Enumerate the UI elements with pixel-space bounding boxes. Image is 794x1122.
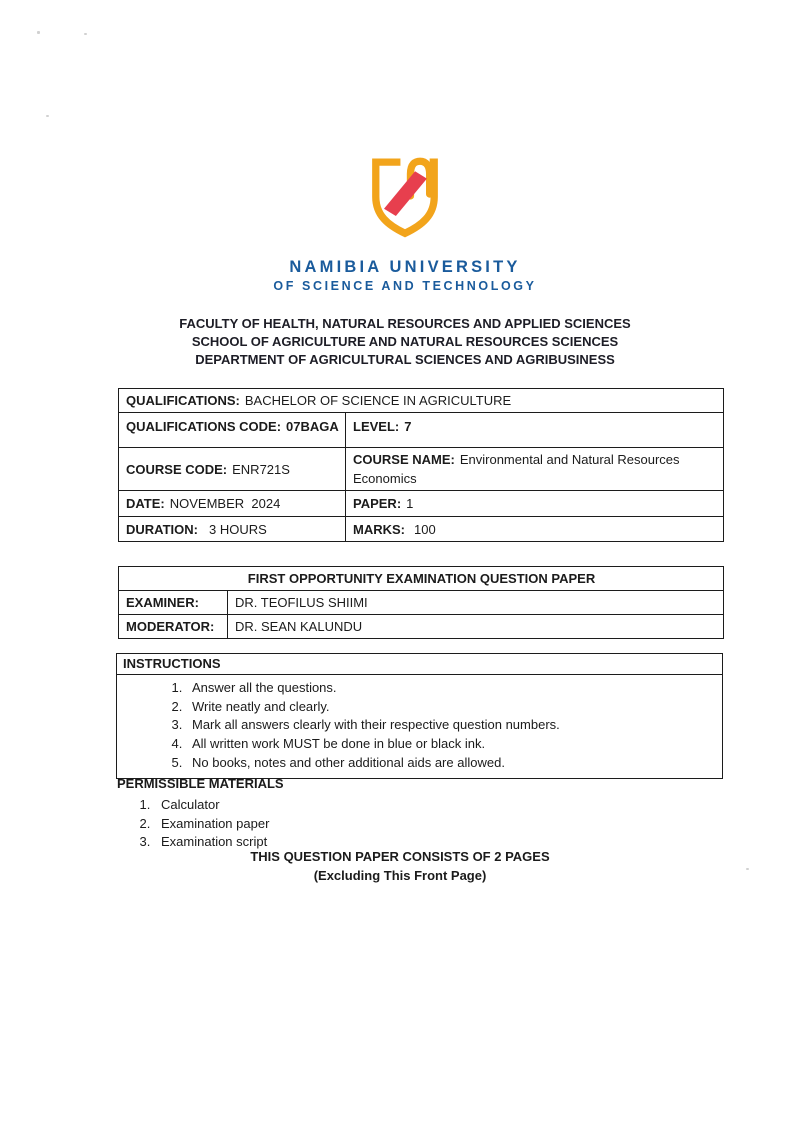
instruction-item: 2. Write neatly and clearly. — [186, 698, 722, 717]
examiner-label: EXAMINER: — [126, 595, 199, 610]
department-line: DEPARTMENT OF AGRICULTURAL SCIENCES AND AGRIBUSINESS — [195, 352, 615, 367]
faculty-line: FACULTY OF HEALTH, NATURAL RESOURCES AND APPLIED SCIENCES — [179, 316, 631, 331]
scan-speck — [84, 33, 87, 35]
instruction-item: 5. No books, notes and other additional aids are allowed. — [186, 754, 722, 773]
material-item: 3. Examination script — [154, 833, 757, 852]
qualifications-code-label: QUALIFICATIONS CODE: — [126, 419, 282, 434]
course-name-value: Environmental and Natural Resources Economics — [353, 452, 684, 486]
duration-value: 3 HOURS — [208, 521, 267, 537]
table-row — [119, 567, 724, 591]
qualifications-value: BACHELOR OF SCIENCE IN AGRICULTURE — [244, 393, 512, 408]
table-row — [119, 517, 724, 542]
course-code-cell — [119, 448, 346, 491]
level-label: LEVEL: — [353, 419, 400, 434]
page-count-subline: (Excluding This Front Page) — [313, 868, 487, 883]
moderator-label: MODERATOR: — [126, 619, 215, 634]
paper-label: PAPER: — [353, 496, 402, 511]
level-value: 7 — [404, 419, 412, 434]
date-cell — [119, 491, 346, 517]
examiner-label-cell — [119, 591, 228, 615]
permissible-materials-list — [117, 796, 757, 852]
paper-cell — [346, 491, 724, 517]
qualifications-code-value: 07BAGA — [286, 419, 339, 434]
material-item: 1. Calculator — [154, 796, 757, 815]
university-shield-icon — [363, 150, 447, 240]
course-name-cell — [346, 448, 724, 491]
permissible-materials-title: PERMISSIBLE MATERIALS — [117, 776, 284, 791]
university-logo-block — [8, 150, 794, 295]
moderator-label-cell — [119, 615, 228, 639]
level-cell — [346, 413, 724, 448]
page-count-note — [3, 847, 794, 885]
examiner-value: DR. TEOFILUS SHIIMI — [235, 595, 368, 610]
faculty-heading — [8, 315, 794, 369]
course-name-label: COURSE NAME: — [353, 452, 455, 467]
table-row — [119, 491, 724, 517]
exam-paper-title: FIRST OPPORTUNITY EXAMINATION QUESTION PAPER — [119, 567, 724, 591]
university-name: NAMIBIA UNIVERSITY — [289, 258, 521, 276]
marks-cell — [346, 517, 724, 542]
instruction-item: 1. Answer all the questions. — [186, 679, 722, 698]
examiner-value-cell — [228, 591, 724, 615]
examiner-table — [118, 566, 724, 639]
instruction-item: 4. All written work MUST be done in blue or black ink. — [186, 735, 722, 754]
table-row — [119, 389, 724, 413]
course-details-table — [118, 388, 724, 542]
instructions-list — [117, 679, 722, 773]
marks-label: MARKS: — [353, 521, 405, 537]
paper-value: 1 — [406, 496, 414, 511]
moderator-value: DR. SEAN KALUNDU — [235, 619, 363, 634]
scan-speck — [46, 115, 49, 117]
duration-cell — [119, 517, 346, 542]
permissible-materials-section — [117, 775, 757, 852]
moderator-value-cell — [228, 615, 724, 639]
page-count-line: THIS QUESTION PAPER CONSISTS OF 2 PAGES — [250, 849, 550, 864]
course-code-label: COURSE CODE: — [126, 461, 228, 477]
instructions-title: INSTRUCTIONS — [117, 654, 722, 675]
instructions-box — [116, 653, 723, 779]
duration-label: DURATION: — [126, 521, 198, 537]
table-row — [119, 615, 724, 639]
date-label: DATE: — [126, 496, 165, 511]
material-item: 2. Examination paper — [154, 815, 757, 834]
table-row — [119, 448, 724, 491]
marks-value: 100 — [414, 521, 436, 537]
school-line: SCHOOL OF AGRICULTURE AND NATURAL RESOURCES SCIENCES — [191, 334, 619, 349]
instruction-item: 3. Mark all answers clearly with their respective question numbers. — [186, 716, 722, 735]
scan-speck — [37, 31, 40, 34]
course-code-value: ENR721S — [232, 461, 290, 477]
qualifications-label: QUALIFICATIONS: — [126, 393, 240, 408]
qualifications-cell — [119, 389, 724, 413]
qualifications-code-cell — [119, 413, 346, 448]
date-value: NOVEMBER 2024 — [169, 496, 281, 511]
table-row — [119, 591, 724, 615]
university-tagline: OF SCIENCE AND TECHNOLOGY — [273, 279, 537, 293]
table-row — [119, 413, 724, 448]
